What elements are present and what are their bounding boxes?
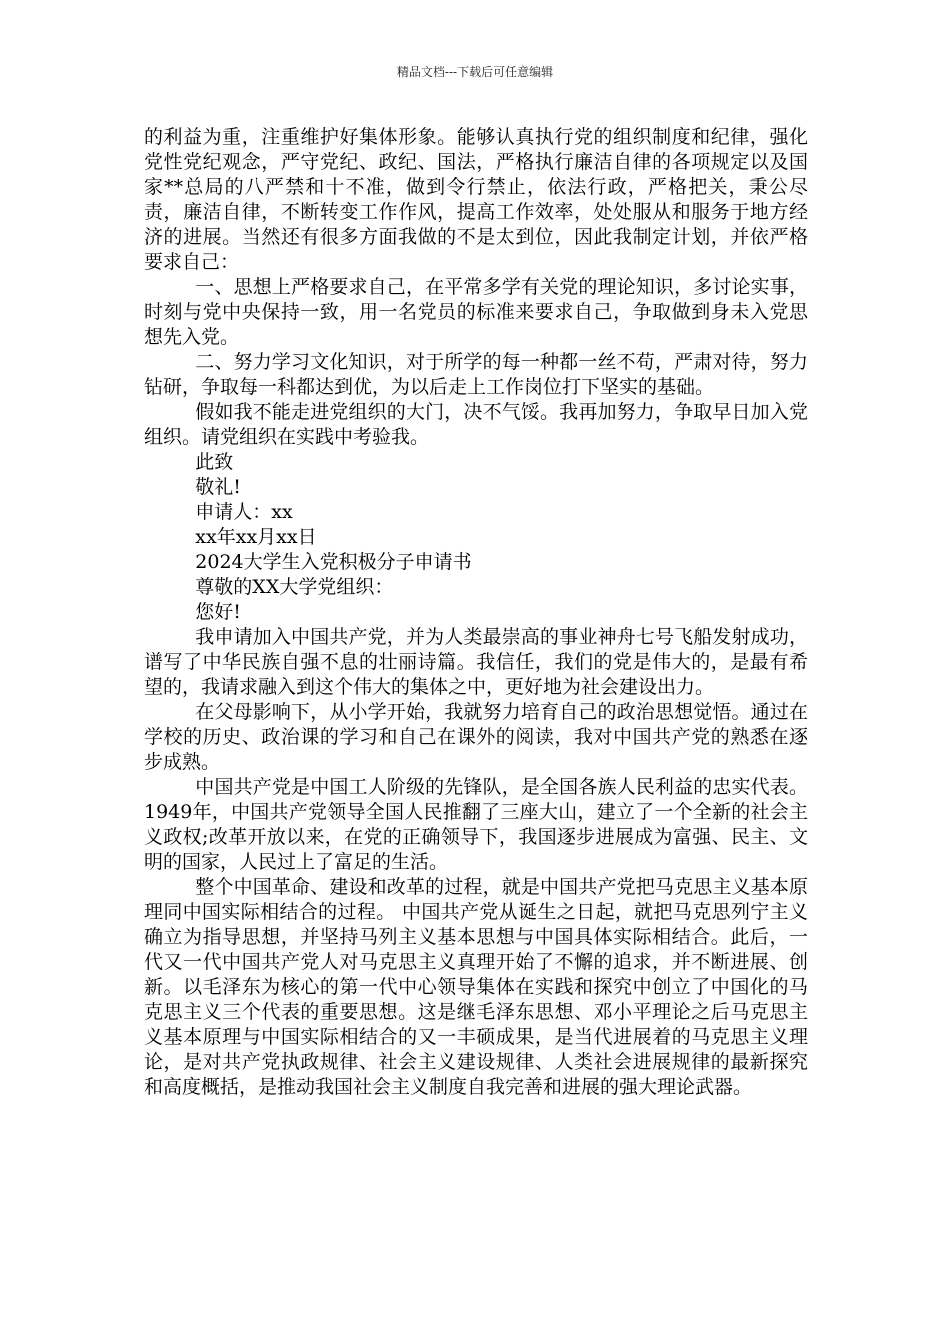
paragraph-plan-two: 二、努力学习文化知识，对于所学的每一种都一丝不苟，严肃对待，努力钻研，争取每一科都达到优，为以后走上工作岗位打下坚实的基础。 [144, 351, 808, 398]
document-body [144, 125, 808, 1100]
document-subtitle: 2024大学生入党积极分子申请书 [195, 551, 472, 573]
paragraph-party-history: 中国共产党是中国工人阶级的先锋队，是全国各族人民利益的忠实代表。1949年，中国共产党领导全国人民推翻了三座大山，建立了一个全新的社会主义政权;改革开放以来，在党的正确领导下，我国逐步进展成为富强、民主、文明的国家，人民过上了富足的生活。 [144, 776, 808, 873]
paragraph-resolve: 假如我不能走进党组织的大门，决不气馁。我再加努力，争取早日加入党组织。请党组织在实践中考验我。 [144, 401, 808, 448]
applicant-signature: 申请人：xx [195, 501, 293, 523]
greeting: 您好! [195, 601, 241, 623]
paragraph-continuation: 的利益为重，注重维护好集体形象。能够认真执行党的组织制度和纪律，强化党性党纪观念，严守党纪、政纪、国法，严格执行廉洁自律的各项规定以及国家**总局的八严禁和十不准，做到令行禁止，依法行政，严格把关，秉公尽责，廉洁自律，不断转变工作作风，提高工作效率，处处服从和服务于地方经济的进展。当然还有很多方面我做的不是太到位，因此我制定计划，并依严格要求自己： [144, 126, 808, 273]
paragraph-theory: 整个中国革命、建设和改革的过程，就是中国共产党把马克思主义基本原理同中国实际相结合的过程。 中国共产党从诞生之日起，就把马克思列宁主义确立为指导思想，并坚持马列主义基本思想与中国具体实际相结合。此后，一代又一代中国共产党人对马克思主义真理开始了不懈的追求，并不断进展、创新。以毛泽东为核心的第一代中心领导集体在实践和探究中创立了中国化的马克思主义三个代表的重要思想。这是继毛泽东思想、邓小平理论之后马克思主义基本原理与中国实际相结合的又一丰硕成果，是当代进展着的马克思主义理论，是对共产党执政规律、社会主义建设规律、人类社会进展规律的最新探究和高度概括，是推动我国社会主义制度自我完善和进展的强大理论武器。 [144, 876, 808, 1098]
paragraph-plan-one: 一、思想上严格要求自己，在平常多学有关党的理论知识，多讨论实事，时刻与党中央保持一致，用一名党员的标准来要求自己，争取做到身未入党思想先入党。 [144, 276, 808, 348]
addressee: 尊敬的XX大学党组织： [195, 576, 394, 598]
paragraph-application: 我申请加入中国共产党，并为人类最崇高的事业神舟七号飞船发射成功，谱写了中华民族自强不息的壮丽诗篇。我信任，我们的党是伟大的，是最有希望的，我请求融入到这个伟大的集体之中，更好地为社会建设出力。 [144, 626, 808, 698]
signature-date: xx年xx月xx日 [195, 526, 317, 548]
closing-salutation: 此致 [195, 451, 234, 473]
paragraph-upbringing: 在父母影响下，从小学开始，我就努力培育自己的政治思想觉悟。通过在学校的历史、政治课的学习和自己在课外的阅读，我对中国共产党的熟悉在逐步成熟。 [144, 701, 808, 773]
page-header: 精品文档---下载后可任意编辑 [396, 65, 554, 79]
closing-respect: 敬礼! [195, 476, 241, 498]
